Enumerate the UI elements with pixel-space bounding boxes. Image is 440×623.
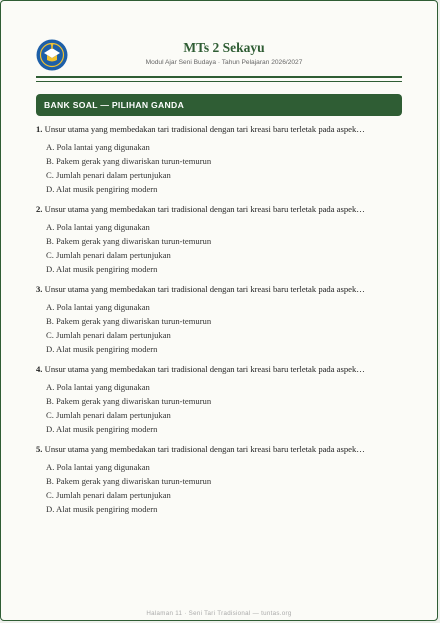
answer-option: A. Pola lantai yang digunakan xyxy=(46,382,150,392)
question-text: Unsur utama yang membedakan tari tradisional dengan tari kreasi baru terletak pada aspek… xyxy=(44,204,365,214)
question-number: 4. xyxy=(36,364,43,374)
answer-option: C. Jumlah penari dalam pertunjukan xyxy=(46,170,171,180)
answer-option: C. Jumlah penari dalam pertunjukan xyxy=(46,250,171,260)
answer-option: D. Alat musik pengiring modern xyxy=(46,264,158,274)
question-list xyxy=(36,123,402,523)
question-text: Unsur utama yang membedakan tari tradisional dengan tari kreasi baru terletak pada aspek… xyxy=(44,444,365,454)
question-item xyxy=(36,203,402,276)
answer-option: C. Jumlah penari dalam pertunjukan xyxy=(46,410,171,420)
question-number: 1. xyxy=(36,124,43,134)
question-number: 2. xyxy=(36,204,43,214)
question-item xyxy=(36,443,402,516)
question-text-line xyxy=(36,203,402,215)
answer-option: A. Pola lantai yang digunakan xyxy=(46,142,150,152)
question-text: Unsur utama yang membedakan tari tradisional dengan tari kreasi baru terletak pada aspek… xyxy=(44,364,365,374)
answer-option: B. Pakem gerak yang diwariskan turun-temurun xyxy=(46,316,212,326)
option-list xyxy=(46,460,402,516)
option-list xyxy=(46,220,402,276)
question-number: 3. xyxy=(36,284,43,294)
answer-option: A. Pola lantai yang digunakan xyxy=(46,462,150,472)
header-divider-thick xyxy=(36,76,402,78)
answer-option: B. Pakem gerak yang diwariskan turun-temurun xyxy=(46,236,212,246)
answer-option: D. Alat musik pengiring modern xyxy=(46,504,158,514)
question-number: 5. xyxy=(36,444,43,454)
option-list xyxy=(46,140,402,196)
question-item xyxy=(36,363,402,436)
answer-option: D. Alat musik pengiring modern xyxy=(46,344,158,354)
header-divider-thin xyxy=(36,81,402,82)
question-text-line xyxy=(36,283,402,295)
page-footer: Halaman 11 · Seni Tari Tradisional — tuntas.org xyxy=(146,610,292,617)
school-name: MTs 2 Sekayu xyxy=(183,40,265,55)
option-list xyxy=(46,380,402,436)
answer-option: B. Pakem gerak yang diwariskan turun-temurun xyxy=(46,156,212,166)
answer-option: B. Pakem gerak yang diwariskan turun-temurun xyxy=(46,476,212,486)
section-title: BANK SOAL — PILIHAN GANDA xyxy=(36,94,402,116)
question-text-line xyxy=(36,443,402,455)
answer-option: C. Jumlah penari dalam pertunjukan xyxy=(46,490,171,500)
answer-option: D. Alat musik pengiring modern xyxy=(46,424,158,434)
option-list xyxy=(46,300,402,356)
question-item xyxy=(36,123,402,196)
answer-option: B. Pakem gerak yang diwariskan turun-temurun xyxy=(46,396,212,406)
answer-option: A. Pola lantai yang digunakan xyxy=(46,222,150,232)
question-text-line xyxy=(36,363,402,375)
question-text: Unsur utama yang membedakan tari tradisional dengan tari kreasi baru terletak pada aspek… xyxy=(44,124,365,134)
document-subtitle: Modul Ajar Seni Budaya · Tahun Pelajaran 2026/2027 xyxy=(145,59,303,66)
answer-option: C. Jumlah penari dalam pertunjukan xyxy=(46,330,171,340)
page-header xyxy=(1,1,437,77)
answer-option: D. Alat musik pengiring modern xyxy=(46,184,158,194)
question-text-line xyxy=(36,123,402,135)
question-text: Unsur utama yang membedakan tari tradisional dengan tari kreasi baru terletak pada aspek… xyxy=(44,284,365,294)
answer-option: A. Pola lantai yang digunakan xyxy=(46,302,150,312)
question-item xyxy=(36,283,402,356)
